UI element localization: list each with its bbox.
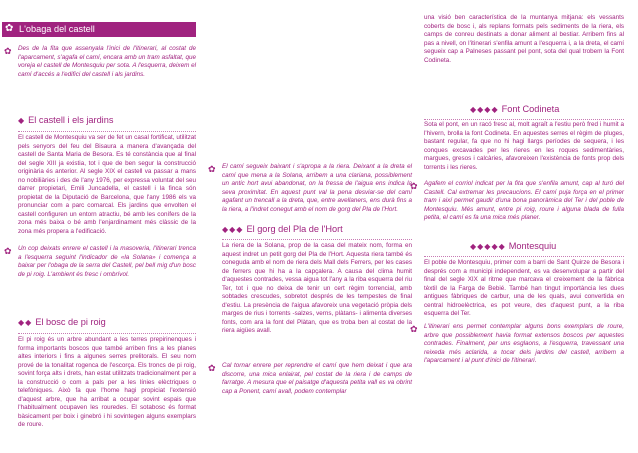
page-title: L'obaga del castell <box>19 24 95 34</box>
divider <box>18 333 196 334</box>
walker-icon: ✿ <box>208 164 216 174</box>
castell-note: Un cop deixats enrere el castell i la masoveria, l'itinerari trenca a l'esquerra seguint l'indicador de «la Solana» i comença a baixar per l'obaga de la serra del Castell, pel bell mig d'un bosc de pi roig. L'ambient és fresc i ombrívol. <box>18 245 196 278</box>
middle-note-2: Cal tornar enrere per reprendre el camí que hem deixat i que ara discorre, una mica enlairat, pel costat de la riera i de camps de farratge. A mesura que el paisatge d'aquesta petita vall es va obrint cap a Ponent, camí avall, podem contemplar <box>222 362 412 395</box>
diamond-marks: ◆◆ <box>18 318 33 327</box>
divider <box>18 131 196 132</box>
section-title-bosc: ◆◆ El bosc de pi roig <box>18 317 106 327</box>
walker-icon: ✿ <box>410 324 418 334</box>
divider <box>424 119 624 120</box>
hiker-icon: ✿ <box>5 23 14 34</box>
walker-icon: ✿ <box>208 363 216 373</box>
section-title-font: ◆◆◆◆ Font Codineta <box>470 104 560 114</box>
walker-icon: ✿ <box>4 46 12 56</box>
middle-note-1: El camí segueix baixant i s'apropa a la riera. Deixant a la dreta el camí que mena a la Solana, arribem a una clariana, possiblement un antic hort avui abandonat, on la fressa de l'aigua ens indica la seva proximitat. En aquest punt val la pena desviar-se del camí agafant un trencall a la dreta, que, entre avellaners, ens durà fins a la riera, a l'indret conegut amb el nom de gorg del Pla de l'Hort. <box>222 163 412 213</box>
walker-icon: ✿ <box>4 246 12 256</box>
diamond-marks: ◆ <box>18 116 26 125</box>
font-body: Sota el pont, en un racó fresc al, molt agraït a l'estiu però fred i humit a l'hivern, brolla la font Codineta. En aquestes serres el règim de pluges, bastant regular, fa que no hi hagi llargs períodes de sequera, i les conques excavades per les rieres en les roques sedimentàries, margues, gresos i calcàries, afavoreixen l'existència de fonts prop dels torrents i les rieres. <box>424 121 624 171</box>
montesquiu-body: El poble de Montesquiu, primer com a barri de Sant Quirze de Besora i després com a municipi independent, es va desenvolupar a partir del final del segle XIX al ritme que marcava el creixement de la fàbrica tèxtil de la Farga de Bebié. També han tingut importància les dues antigues fàbriques de carbur, una de les quals, avui convertida en central hidroelèctrica, es pot veure, des d'aquest punt, a la riba esquerra del Ter. <box>424 259 624 318</box>
intro-text: Des de la fita que assenyala l'inici de l'itinerari, al costat de l'aparcament, s'agafa el camí, encara amb un tram asfaltat, que voreja el castell de Montesquiu per sota. A l'esquerra, deixem el camí d'accés a l'edifici del castell i als jardins. <box>18 45 196 78</box>
diamond-marks: ◆◆◆ <box>222 225 244 234</box>
castell-body: El castell de Montesquiu va ser de fet un casal fortificat, utilitzat pels senyors del feu del Bisaura a manera d'avançada del castell de Santa Maria de Besora. Es té constància que al final del segle XIII ja existia, tot i que de ben segur la construcció originària és anterior. Al segle XIX el castell va passar a mans no nobiliàries i des de l'any 1976, per expressa voluntat del seu darrer propietari, Emili Juncadella, el castell i la finca són propietat de la Diputació de Barcelona, que l'any 1986 els va pronunciar com a parc comarcal. Els jardins que envolten el castell configuren un entorn atractiu, bé amb les conífers de la zona més baixa o bé amb l'enjardinament més clàssic de la zona més propera a l'edificació. <box>18 134 196 236</box>
diamond-marks: ◆◆◆◆ <box>470 105 499 114</box>
section-title-montesquiu: ◆◆◆◆◆ Montesquiu <box>470 241 557 251</box>
right-note-3: Agafem el corriol indicat per la fita que s'enfila amunt, cap al turó del Castell. Cal extremar les precaucions. El camí puja força en el primer tram i així permet gaudir d'una bona panoràmica del Ter i del poble de Montesquiu. Més amunt, entre pi roig, roure i alguna blada de fulla petita, el camí es fa una mica més planer. <box>424 180 624 222</box>
bosc-body: El pi roig és un arbre abundant a les terres prepirinenques i forma importants boscos que també arriben fins a les planes altes interiors i fins a algunes serres prelitorals. El seu nom prové de la tonalitat rogenca de l'escorça. Els troncs de pi roig, sovint força alts i drets, han estat utilitzats tradicionalment per a la construcció o com a pals per a les línies elèctriques o telefòniques. Això fa que l'home hagi propiciat l'extensió d'aquest arbre, que ha arribat a ocupar sovint espais que l'habitualment ocupaven les rouredes. El sotabosc és format bàsicament per boix i ginebró i hi sovintegen alguns exemplars de roure. <box>18 336 196 429</box>
walker-icon: ✿ <box>410 181 418 191</box>
divider <box>424 256 624 257</box>
right-note-4: L'itinerari ens permet contemplar alguns bons exemplars de roure, arbre que possiblement havia format extensos boscos per aquestes contrades. Finalment, per uns esglaons, a l'esquerra, travessant una reixeda més aclarida, a tocar dels jardins del castell, arribem a l'aparcament i al punt d'inici de l'itinerari. <box>424 323 624 365</box>
gorg-body: La riera de la Solana, prop de la casa del mateix nom, forma en aquest indret un petit gorg del Pla de l'Hort. Aquesta riera també és coneguda amb el nom de riera dels Mall dels Ferrers, per les cases de ferrers que hi ha a la capçalera. A causa del clima humit d'aquestes contrades, vessa aigua tot l'any a la riba esquerra del riu Ter, tot i que no deixa de tenir un cert règim torrencial, amb sobtades crescudes, sobretot després de les tempestes de final d'estiu. La presència de l'aigua afavoreix una vegetació pròpia dels marges de rius i torrents -salzes, verns, plàtans- i alimenta diverses fonts, com ara la font del Plàtan, que es troba ben al costat de la riera aigües avall. <box>222 242 412 335</box>
divider <box>222 239 412 240</box>
section-header <box>2 22 196 37</box>
section-title-gorg: ◆◆◆ El gorg del Pla de l'Hort <box>222 224 343 234</box>
right-continuation: una visió ben característica de la muntanya mitjana: els vessants coberts de bosc i, als replans formats pels sediments de la riera, els camps de conreu destinats a donar aliment al bestiar. Arribem fins al pas a nivell, on l'itinerari s'enfila amunt a l'esquerra i, a la dreta, el camí segueix cap a Palneses passant pel pont, sota del qual trobem la Font Codineta. <box>424 14 624 64</box>
section-title-castell: ◆ El castell i els jardins <box>18 115 114 125</box>
diamond-marks: ◆◆◆◆◆ <box>470 242 506 251</box>
